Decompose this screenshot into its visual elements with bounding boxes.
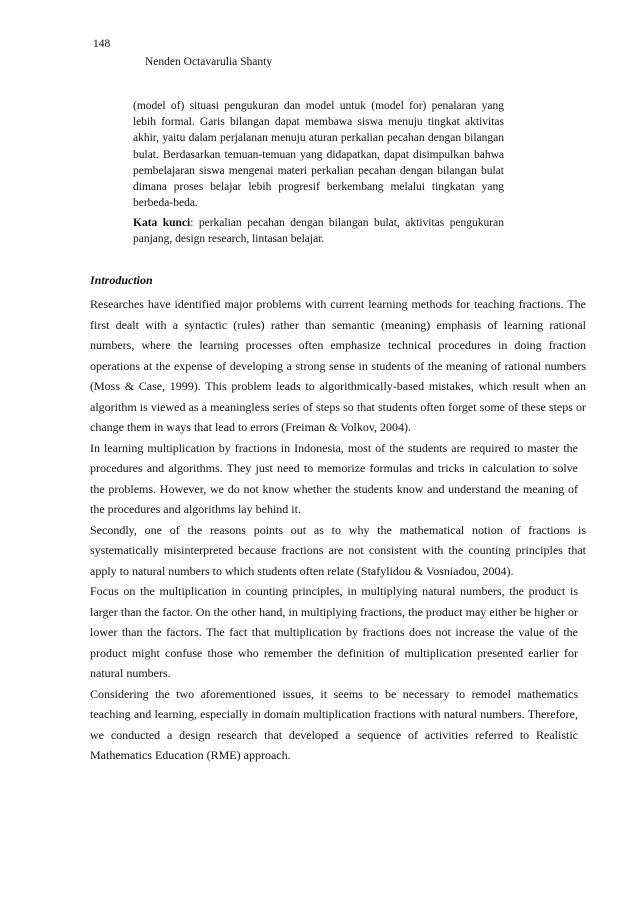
keywords-block (133, 215, 504, 248)
keywords-text: : perkalian pecahan dengan bilangan bulat, aktivitas pengukuran panjang, design research, lintasan belajar. (133, 217, 504, 246)
running-head-author: Nenden Octavarulia Shanty (145, 56, 273, 68)
abstract-block (133, 98, 504, 211)
introduction-body (90, 294, 586, 766)
body-paragraph: Considering the two aforementioned issues, it seems to be necessary to remodel mathematics teaching and learning, especially in domain multiplication fractions with natural numbers. Therefore, we conducted a design research that developed a sequence of activities referred to Realistic Mathematics Education (RME) approach. (90, 686, 578, 762)
body-paragraph: Focus on the multiplication in counting principles, in multiplying natural numbers, the product is larger than the factor. On the other hand, in multiplying fractions, the product may either be higher or lower than the factors. The fact that multiplication by fractions does not increase the value of the product might confuse those who remember the definition of multiplication presented earlier for natural numbers. (90, 584, 578, 680)
body-paragraph: In learning multiplication by fractions in Indonesia, most of the students are required to master the procedures and algorithms. They just need to memorize formulas and tricks in calculation to solve the problems. However, we do not know whether the students know and understand the meaning of the procedures and algorithms lay behind it. (90, 440, 578, 516)
body-paragraph: Secondly, one of the reasons points out as to why the mathematical notion of fractions is systematically misinterpreted because fractions are not consistent with the counting principles that apply to natural numbers to which students often relate (Stafylidou & Vosniadou, 2004). (90, 522, 586, 578)
keywords-label: Kata kunci (133, 217, 191, 229)
section-heading-introduction: Introduction (90, 273, 153, 287)
abstract-paragraph: (model of) situasi pengukuran dan model untuk (model for) penalaran yang lebih formal. Garis bilangan dapat membawa siswa menuju tingkat aktivitas akhir, yaitu dalam perjalanan menuju aturan perkalian pecahan dengan bilangan bulat. Berdasarkan temuan-temuan yang didapatkan, dapat disimpulkan bahwa pembelajaran siswa mengenai materi perkalian pecahan dengan bilangan bulat dimana proses belajar lebih progresif berkembang melalui tingkatan yang berbeda-beda. (133, 100, 504, 210)
page-number: 148 (93, 38, 111, 50)
body-paragraph: Researches have identified major problems with current learning methods for teaching fractions. The first dealt with a syntactic (rules) rather than semantic (meaning) emphasis of learning rational numbers, where the learning processes often emphasize technical procedures in doing fraction operations at the expense of developing a strong sense in students of the meaning of rational numbers (Moss & Case, 1999). This problem leads to algorithmically-based mistakes, which result when an algorithm is viewed as a meaningless series of steps so that students often forget some of these steps or change them in ways that lead to errors (Freiman & Volkov, 2004). (90, 297, 586, 434)
